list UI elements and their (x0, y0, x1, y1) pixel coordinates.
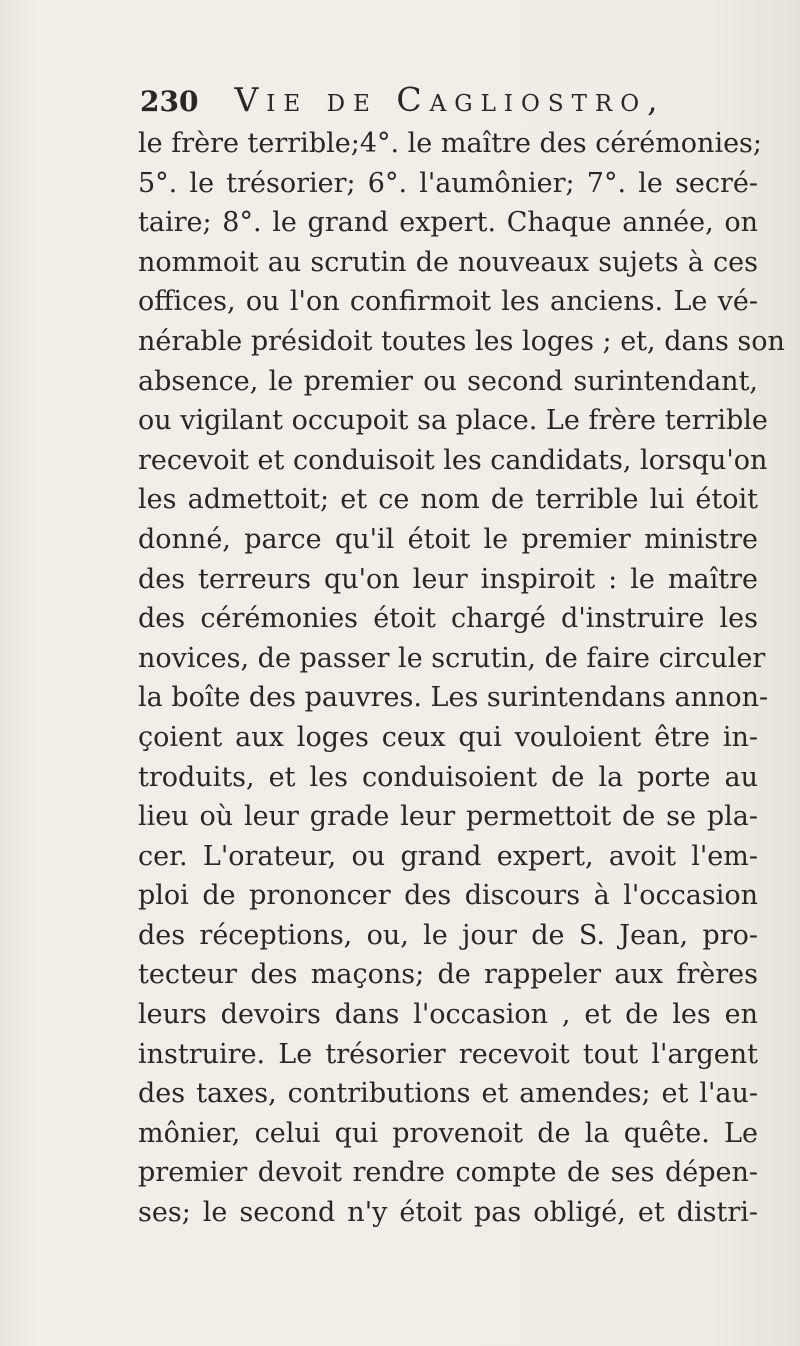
text-line: tecteur des maçons; de rappeler aux frères (138, 959, 758, 991)
text-line: le frère terrible;4°. le maître des cérémonies; (138, 128, 763, 159)
text-line: 5°. le trésorier; 6°. l'aumônier; 7°. le secré- (138, 167, 758, 199)
text-line: troduits, et les conduisoient de la porte au (138, 761, 758, 793)
text-line: des réceptions, ou, le jour de S. Jean, pro- (138, 919, 758, 951)
running-title: Vie de Cagliostro, (234, 80, 666, 119)
text-line: offices, ou l'on confirmoit les anciens. Le vé- (138, 286, 758, 318)
text-line: mônier, celui qui provenoit de la quête. Le (138, 1117, 758, 1149)
text-line: nommoit au scrutin de nouveaux sujets à ces (138, 246, 758, 278)
text-line: ses; le second n'y étoit pas obligé, et distri- (138, 1197, 758, 1229)
text-line: nérable présidoit toutes les loges ; et, dans son (138, 325, 785, 357)
text-line: ou vigilant occupoit sa place. Le frère terrible (138, 405, 768, 437)
text-line: des cérémonies étoit chargé d'instruire les (138, 603, 758, 635)
text-line: des taxes, contributions et amendes; et l'au- (138, 1078, 758, 1110)
text-line: la boîte des pauvres. Les surintendans annon- (138, 682, 769, 714)
text-line: absence, le premier ou second surintendant, (138, 365, 758, 397)
text-line: donné, parce qu'il étoit le premier ministre (138, 523, 758, 555)
text-line: taire; 8°. le grand expert. Chaque année, on (138, 207, 758, 239)
text-line: cer. L'orateur, ou grand expert, avoit l'em- (138, 840, 758, 872)
body-text (138, 124, 785, 1233)
text-line: leurs devoirs dans l'occasion , et de les en (138, 999, 758, 1031)
text-line: les admettoit; et ce nom de terrible lui étoit (138, 484, 758, 516)
text-line: çoient aux loges ceux qui vouloient être in- (138, 721, 758, 753)
page-number: 230 (140, 85, 199, 118)
text-line: novices, de passer le scrutin, de faire circuler (138, 642, 766, 674)
text-line: premier devoit rendre compte de ses dépen- (138, 1157, 758, 1189)
text-line: lieu où leur grade leur permettoit de se pla- (138, 801, 758, 833)
text-line: recevoit et conduisoit les candidats, lorsqu'on (138, 444, 768, 476)
text-line: ploi de prononcer des discours à l'occasion (138, 880, 758, 912)
page-header (140, 80, 700, 126)
text-line: instruire. Le trésorier recevoit tout l'argent (138, 1038, 758, 1070)
text-line: des terreurs qu'on leur inspiroit : le maître (138, 563, 758, 595)
